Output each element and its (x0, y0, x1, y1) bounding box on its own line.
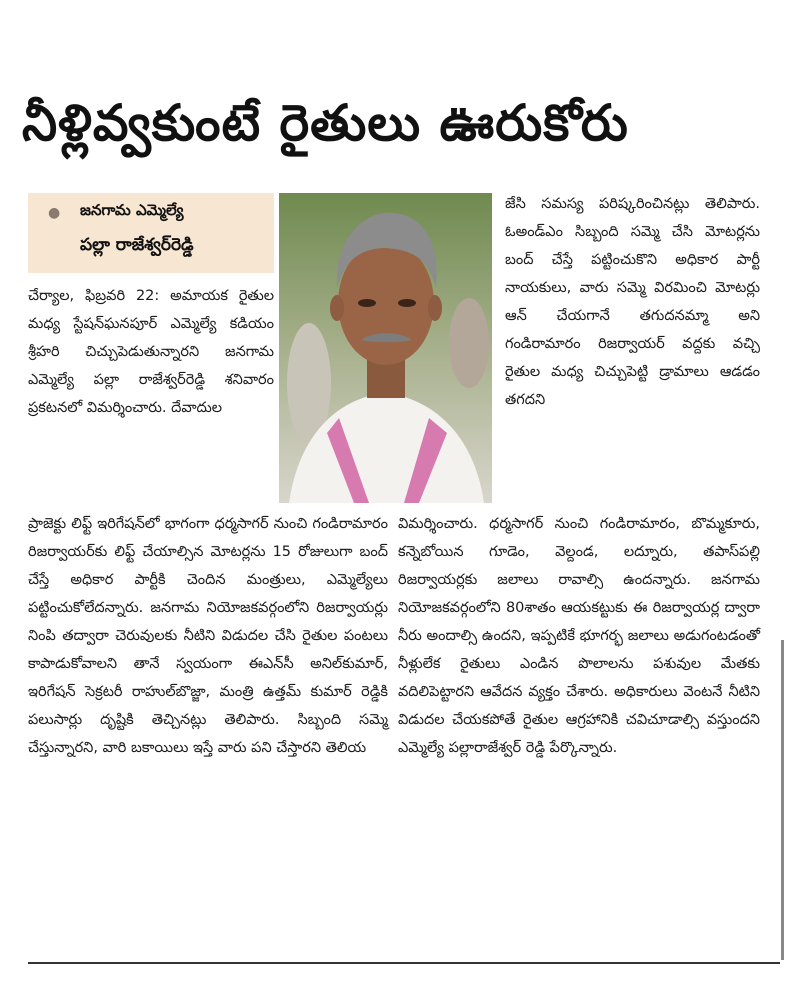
column-divider (781, 640, 784, 960)
article-column-left-bottom: ప్రాజెక్టు లిఫ్ట్ ఇరిగేషన్‌లో భాగంగా ధర్మసాగర్ నుంచి గండిరామారం రిజర్వాయర్‌కు లిఫ్ట్ చేయాల్సిన మోటర్లను 15 రోజులుగా బంద్ చేస్తే అధికార పార్టీకి చెందిన మంత్రులు, ఎమ్మెల్యేలు పట్టించుకోలేదన్నారు. జనగామ నియోజకవర్గంలోని రిజర్వాయర్లు నింపి తద్వారా చెరువులకు నీటిని విడుదల చేసి రైతుల పంటలు కాపాడుకోవాలని తానే స్వయంగా ఈఎన్‌సీ అనిల్‌కుమార్, ఇరిగేషన్ సెక్రటరీ రాహుల్‌బొజ్జా, మంత్రి ఉత్తమ్ కుమార్ రెడ్డికి పలుసార్లు దృష్టికి తెచ్చినట్లు తెలిపారు. సిబ్బంది సమ్మె చేస్తున్నారని, వారి బకాయిలు ఇస్తే వారు పని చేస్తారని తెలియ (28, 516, 388, 756)
portrait-illustration (279, 193, 492, 503)
headline: నీళ్లివ్వకుంటే రైతులు ఊరుకోరు (22, 94, 629, 152)
bottom-rule (28, 962, 780, 964)
caption-title: జనగామ ఎమ్మెల్యే (80, 201, 184, 219)
article-column-right-bottom: విమర్శించారు. ధర్మసాగర్ నుంచి గండిరామారం, బొమ్మకూరు, కన్నెబోయిన గూడెం, వెల్దండ, లద్నూరు, తపాస్‌పల్లి రిజర్వాయర్లకు జలాలు రావాల్సి ఉందన్నారు. జనగామ నియోజకవర్గంలోని 80శాతం ఆయకట్టుకు ఈ రిజర్వాయర్ల ద్వారా నీరు అందాల్సి ఉందని, ఇప్పటికే భూగర్భ జలాలు అడుగంటడంతో నీళ్లులేక రైతులు ఎండిన పొలాలను పశువుల మేతకు వదిలిపెట్టారని ఆవేదన వ్యక్తం చేశారు. అధికారులు వెంటనే నీటిని విడుదల చేయకపోతే రైతుల ఆగ్రహానికి చవిచూడాల్సి వస్తుందని ఎమ్మెల్యే పల్లారాజేశ్వర్ రెడ్డి పేర్కొన్నారు. (398, 516, 760, 756)
portrait-photo (279, 193, 492, 503)
caption-name: పల్లా రాజేశ్వర్‌రెడ్డి (80, 235, 194, 255)
photo-caption (28, 193, 274, 273)
article-column-right-top: జేసి సమస్య పరిష్కరించినట్లు తెలిపారు. ఓఅండ్‌ఎం సిబ్బంది సమ్మె చేసి మోటర్లను బంద్ చేస్తే పట్టించుకొని అధికార పార్టీ నాయకులు, వారు సమ్మె విరమించి మోటర్లు ఆన్ చేయగానే తగుదనమ్మా అని గండిరామారం రిజర్వాయర్ వద్దకు వచ్చి రైతుల మధ్య చిచ్చుపెట్టి డ్రామాలు ఆడడం తగదని (505, 196, 760, 408)
article-column-left-top: చేర్యాల, ఫిబ్రవరి 22: అమాయక రైతుల మధ్య స్టేషన్‌ఘనపూర్ ఎమ్మెల్యే కడియం శ్రీహరి చిచ్చుపెడుతున్నారని జనగామ ఎమ్మెల్యే పల్లా రాజేశ్వర్‌రెడ్డి శనివారం ప్రకటనలో విమర్శించారు. దేవాదుల (28, 288, 274, 416)
bullet-icon: ● (48, 205, 61, 221)
